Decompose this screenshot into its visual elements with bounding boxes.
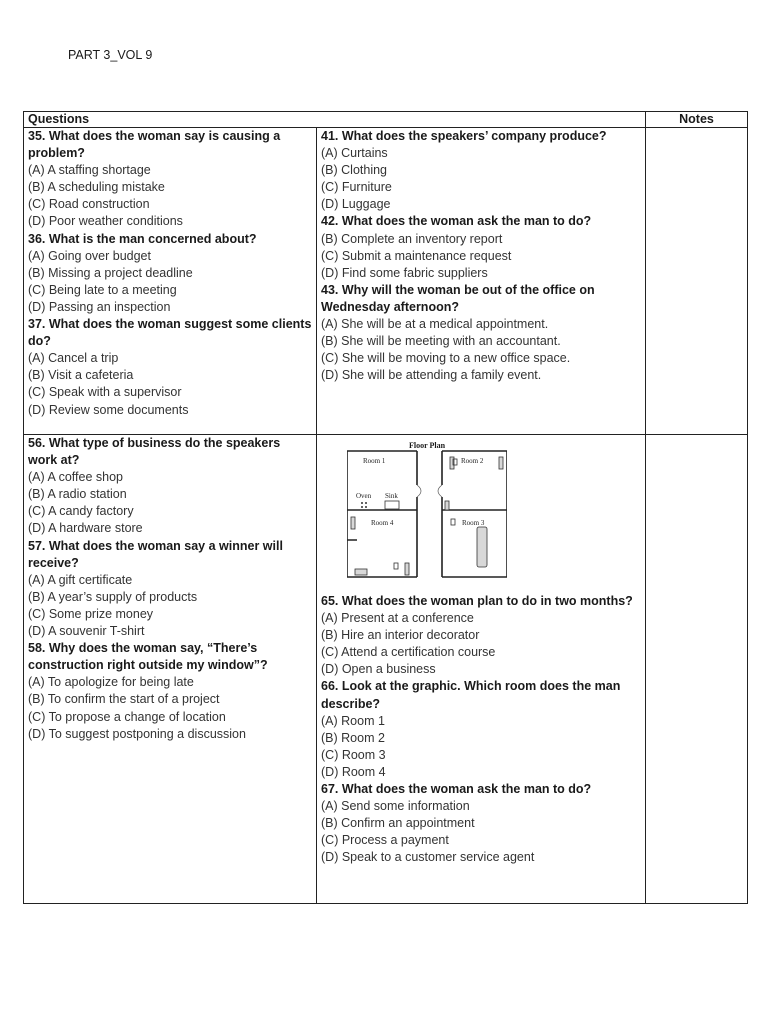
- answer-option: (B) Visit a cafeteria: [28, 368, 134, 383]
- answer-option: (C) Process a payment: [321, 833, 449, 848]
- question-block: [321, 678, 641, 781]
- question-block: [28, 231, 312, 316]
- answer-option: (B) Hire an interior decorator: [321, 628, 480, 643]
- answer-option: (D) She will be attending a family event.: [321, 368, 542, 383]
- answer-option: (C) Furniture: [321, 180, 392, 195]
- answer-option: (B) Confirm an appointment: [321, 816, 475, 831]
- question-block: [321, 128, 641, 213]
- floor-plan-room4-label: Room 4: [371, 519, 394, 527]
- question-block: [28, 538, 312, 641]
- question-text: 35. What does the woman say is causing a problem?: [28, 129, 281, 161]
- answer-option: (C) Some prize money: [28, 606, 154, 621]
- answer-option: (C) To propose a change of location: [28, 709, 226, 724]
- row2-right-cell: [317, 435, 646, 904]
- question-block: [28, 435, 312, 538]
- floor-plan-drawing: [347, 445, 507, 587]
- question-text: 36. What is the man concerned about?: [28, 231, 257, 246]
- answer-option: (A) Send some information: [321, 799, 470, 814]
- floor-plan-room3-label: Room 3: [462, 519, 485, 527]
- answer-option: (B) Missing a project deadline: [28, 265, 193, 280]
- question-block: [28, 640, 312, 743]
- answer-option: (A) Going over budget: [28, 248, 151, 263]
- question-text: 66. Look at the graphic. Which room does the man describe?: [321, 679, 621, 711]
- answer-option: (C) She will be moving to a new office space.: [321, 351, 571, 366]
- answer-option: (B) She will be meeting with an accountant.: [321, 334, 561, 349]
- floor-plan-title: Floor Plan: [409, 441, 446, 450]
- row1-notes-cell[interactable]: [646, 128, 748, 435]
- answer-option: (C) Submit a maintenance request: [321, 248, 512, 263]
- answer-option: (B) Clothing: [321, 163, 387, 178]
- floor-plan-room1-label: Room 1: [363, 457, 386, 465]
- answer-option: (A) To apologize for being late: [28, 675, 194, 690]
- answer-option: (D) To suggest postponing a discussion: [28, 726, 246, 741]
- floor-plan-sink-label: Sink: [385, 492, 398, 500]
- answer-option: (A) Curtains: [321, 146, 388, 161]
- notes-column-header: Notes: [646, 112, 748, 128]
- answer-option: (C) A candy factory: [28, 504, 134, 519]
- answer-option: (A) Present at a conference: [321, 611, 474, 626]
- answer-option: (C) Speak with a supervisor: [28, 385, 182, 400]
- answer-option: (B) Room 2: [321, 730, 385, 745]
- question-text: 58. Why does the woman say, “There’s construction right outside my window”?: [28, 641, 268, 673]
- question-text: 41. What does the speakers’ company produce?: [321, 129, 607, 143]
- answer-option: (B) To confirm the start of a project: [28, 692, 220, 707]
- answer-option: (B) A scheduling mistake: [28, 180, 165, 195]
- table-row: [24, 435, 748, 904]
- answer-option: (A) A coffee shop: [28, 470, 123, 485]
- question-text: 65. What does the woman plan to do in two months?: [321, 594, 633, 608]
- question-text: 37. What does the woman suggest some clients do?: [28, 317, 312, 349]
- row2-notes-cell[interactable]: [646, 435, 748, 904]
- floor-plan-graphic: [321, 435, 641, 593]
- question-text: 57. What does the woman say a winner will receive?: [28, 538, 283, 570]
- answer-option: (D) Poor weather conditions: [28, 214, 183, 229]
- row1-right-cell: [317, 128, 646, 435]
- question-block: [321, 593, 641, 678]
- answer-option: (C) Attend a certification course: [321, 645, 496, 660]
- answer-option: (A) Cancel a trip: [28, 351, 119, 366]
- answer-option: (B) A radio station: [28, 487, 127, 502]
- answer-option: (D) Speak to a customer service agent: [321, 850, 535, 865]
- question-block: [28, 316, 312, 419]
- row2-right-questions: [321, 593, 641, 867]
- answer-option: (A) She will be at a medical appointment.: [321, 317, 549, 332]
- answer-option: (D) Room 4: [321, 764, 386, 779]
- answer-option: (A) Room 1: [321, 713, 385, 728]
- answer-option: (A) A staffing shortage: [28, 163, 151, 178]
- answer-option: (A) A gift certificate: [28, 572, 133, 587]
- row1-left-cell: [24, 128, 317, 435]
- answer-option: (B) A year’s supply of products: [28, 589, 198, 604]
- floor-plan-room2-label: Room 2: [461, 457, 484, 465]
- question-block: [321, 213, 641, 281]
- question-block: [28, 128, 312, 231]
- table-row: [24, 128, 748, 435]
- questions-column-header: Questions: [24, 112, 646, 128]
- answer-option: (D) Open a business: [321, 662, 436, 677]
- question-block: [321, 282, 641, 385]
- question-text: 67. What does the woman ask the man to do?: [321, 782, 592, 797]
- answer-option: (D) Find some fabric suppliers: [321, 265, 488, 280]
- question-text: 56. What type of business do the speakers work at?: [28, 436, 281, 468]
- answer-option: (D) Luggage: [321, 197, 391, 212]
- floor-plan-oven-label: Oven: [356, 492, 372, 500]
- answer-option: (D) Passing an inspection: [28, 299, 171, 314]
- answer-option: (C) Being late to a meeting: [28, 282, 177, 297]
- document-title: PART 3_VOL 9: [68, 48, 153, 62]
- question-text: 42. What does the woman ask the man to do?: [321, 214, 592, 229]
- answer-option: (C) Road construction: [28, 197, 150, 212]
- question-text: 43. Why will the woman be out of the office on Wednesday afternoon?: [321, 282, 595, 314]
- answer-option: (D) Review some documents: [28, 402, 189, 417]
- question-table: [23, 111, 748, 904]
- table-header-row: [24, 112, 748, 128]
- answer-option: (C) Room 3: [321, 747, 386, 762]
- question-block: [321, 781, 641, 866]
- answer-option: (D) A souvenir T-shirt: [28, 624, 145, 639]
- answer-option: (B) Complete an inventory report: [321, 231, 503, 246]
- row2-left-cell: [24, 435, 317, 904]
- answer-option: (D) A hardware store: [28, 521, 143, 536]
